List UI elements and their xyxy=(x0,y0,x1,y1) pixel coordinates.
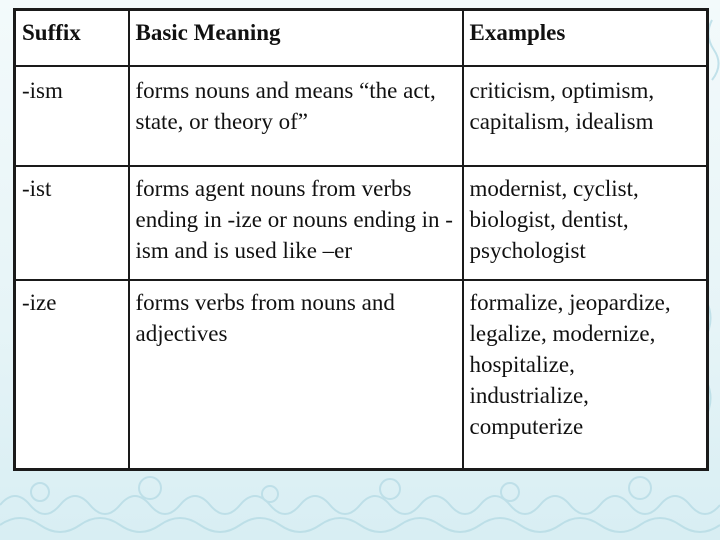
header-suffix: Suffix xyxy=(15,10,129,67)
examples-cell: criticism, optimism, capitalism, idealism xyxy=(463,66,708,166)
suffix-cell: -ist xyxy=(15,166,129,280)
suffix-cell: -ism xyxy=(15,66,129,166)
meaning-cell: forms verbs from nouns and adjectives xyxy=(129,280,463,470)
examples-cell: modernist, cyclist, biologist, dentist, psychologist xyxy=(463,166,708,280)
table-header-row xyxy=(15,10,708,67)
table-row xyxy=(15,66,708,166)
suffix-cell: -ize xyxy=(15,280,129,470)
meaning-cell: forms nouns and means “the act, state, or theory of” xyxy=(129,66,463,166)
table-row xyxy=(15,280,708,470)
suffix-table xyxy=(13,8,709,471)
header-basic-meaning: Basic Meaning xyxy=(129,10,463,67)
header-examples: Examples xyxy=(463,10,708,67)
examples-cell: formalize, jeopardize, legalize, modernize, hospitalize, industrialize, computerize xyxy=(463,280,708,470)
meaning-cell: forms agent nouns from verbs ending in -ize or nouns ending in -ism and is used like –er xyxy=(129,166,463,280)
table-row xyxy=(15,166,708,280)
